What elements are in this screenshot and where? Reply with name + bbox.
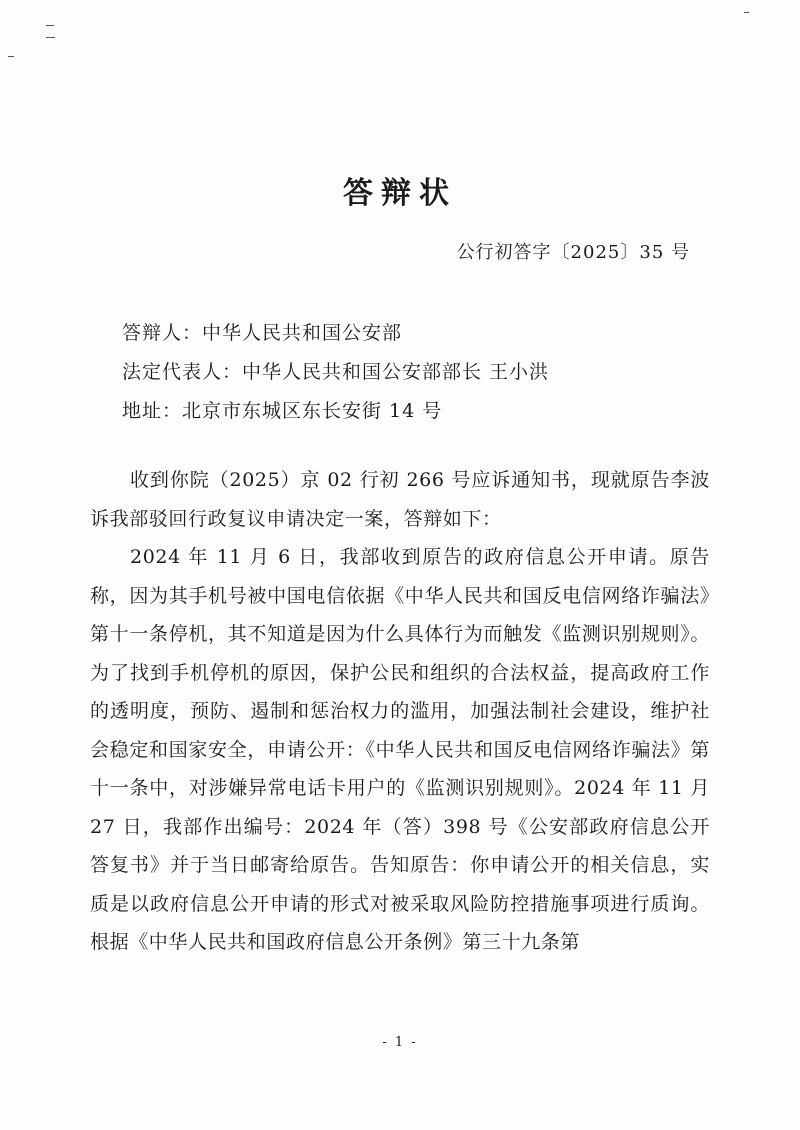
document-title: 答辩状 <box>343 176 457 211</box>
address-line: 地址：北京市东城区东长安街 14 号 <box>122 400 443 422</box>
legal-representative-line: 法定代表人：中华人民共和国公安部部长 王小洪 <box>122 361 550 383</box>
document-number: 公行初答字〔2025〕35 号 <box>456 242 690 263</box>
scan-artifact-mark <box>744 12 749 13</box>
page-number: - 1 - <box>382 1035 418 1050</box>
respondent-line: 答辩人：中华人民共和国公安部 <box>122 322 403 344</box>
scan-artifact-mark <box>8 56 14 57</box>
scan-artifact-mark <box>46 37 55 38</box>
scan-artifact-mark <box>46 25 54 26</box>
body-paragraph-main: 2024 年 11 月 6 日，我部收到原告的政府信息公开申请。原告称，因为其手机号被中国电信依据《中华人民共和国反电信网络诈骗法》第十一条停机，其不知道是因为什么具体行为而触发《监测识别规则》。为了找到手机停机的原因，保护公民和组织的合法权益，提高政府工作的透明度，预防、遏制和惩治权力的滥用，加强法制社会建设，维护社会稳定和国家安全，申请公开：《中华人民共和国反电信网络诈骗法》第十一条中，对涉嫌异常电话卡用户的《监测识别规则》。2024 年 11 月 27 日，我部作出编号：2024 年（答）398 号《公安部政府信息公开答复书》并于当日邮寄给原告。告知原告：你申请公开的相关信息，实质是以政府信息公开申请的形式对被采取风险防控措施事项进行质询。根据《中华人民共和国政府信息公开条例》第三十九条第 <box>90 546 710 953</box>
body-paragraph-intro: 收到你院（2025）京 02 行初 266 号应诉通知书，现就原告李波诉我部驳回行政复议申请决定一案，答辩如下： <box>90 469 710 530</box>
